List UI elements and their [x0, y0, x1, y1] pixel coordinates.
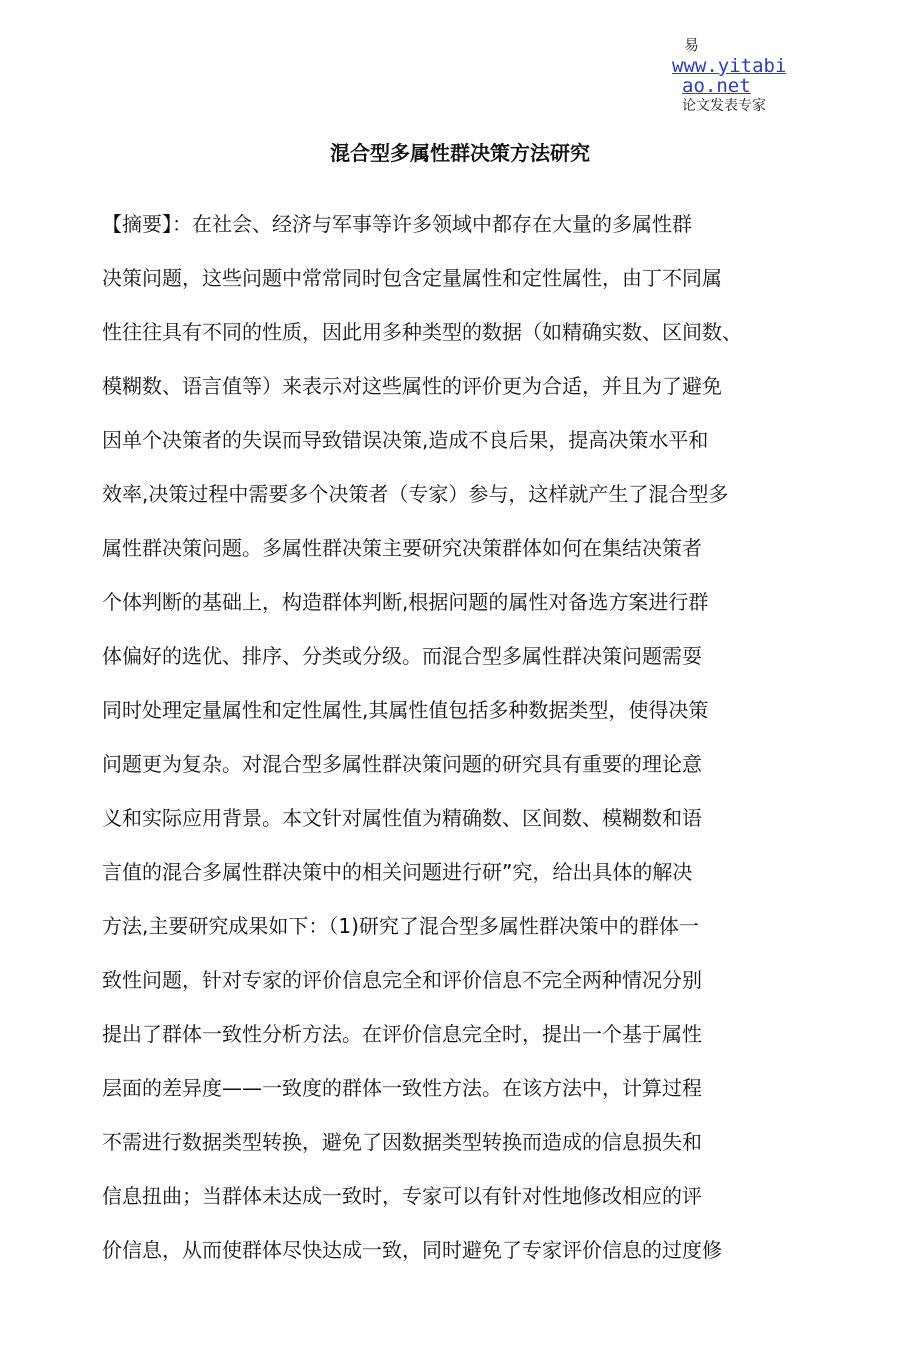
watermark-link-line1[interactable]: www.yitabi [672, 55, 787, 77]
abstract-line: 层面的差异度——一致度的群体一致性方法。在该方法中，计算过程 [102, 1076, 702, 1100]
watermark-link-line2[interactable]: ao.net [682, 75, 751, 97]
abstract-line: 同时处理定量属性和定性属性,其属性值包括多种数据类型，使得决策 [102, 698, 709, 722]
abstract-line: 【摘要】：在社会、经济与军事等许多领域中都存在大量的多属性群 [102, 212, 692, 236]
abstract-line: 方法,主要研究成果如下：（1)研究了混合型多属性群决策中的群体一 [102, 914, 699, 938]
abstract-line: 价信息，从而使群体尽快达成一致，同时避免了专家评价信息的过度修 [102, 1238, 722, 1262]
abstract-line: 个体判断的基础上，构造群体判断,根据问题的属性对备选方案进行群 [102, 590, 709, 614]
abstract-line: 模糊数、语言值等）来表示对这些属性的评价更为合适，并且为了避免 [102, 374, 722, 398]
abstract-line: 致性问题，针对专家的评价信息完全和评价信息不完全两种情况分别 [102, 968, 702, 992]
abstract-line: 属性群决策问题。多属性群决策主要研究决策群体如何在集结决策者 [102, 536, 702, 560]
abstract-line: 体偏好的选优、排序、分类或分级。而混合型多属性群决策问题需耍 [102, 644, 702, 668]
abstract-line: 决策问题，这些问题中常常同时包含定量属性和定性属性，由丁不同属 [102, 266, 722, 290]
abstract-line: 义和实际应用背景。本文针对属性值为精确数、区间数、模糊数和语 [102, 806, 702, 830]
site-watermark [672, 34, 817, 116]
abstract-line: 效率,决策过程中需要多个决策者（专家）参与，这样就产生了混合型多 [102, 482, 729, 506]
abstract-line: 言值的混合多属性群决策中的相关问题进行研”究，给出具体的解决 [102, 860, 693, 884]
abstract-line: 问题更为复杂。对混合型多属性群决策问题的研究具有重要的理论意 [102, 752, 702, 776]
abstract-line: 提出了群体一致性分析方法。在评价信息完全时，提出一个基于属性 [102, 1022, 702, 1046]
abstract-line: 信息扭曲；当群体未达成一致时，专家可以有针对性地修改相应的评 [102, 1184, 702, 1208]
watermark-top-text: 易 [684, 36, 700, 54]
abstract-line: 性往往具有不同的性质，因此用多种类型的数据（如精确实数、区间数、 [102, 320, 742, 344]
abstract-line: 不需进行数据类型转换，避免了因数据类型转换而造成的信息损失和 [102, 1130, 702, 1154]
abstract-line: 因单个决策者的失误而导致错误决策,造成不良后果，提高决策水平和 [102, 428, 709, 452]
document-title: 混合型多属性群决策方法研究 [330, 141, 590, 165]
watermark-tagline: 论文发表专家 [682, 98, 766, 114]
